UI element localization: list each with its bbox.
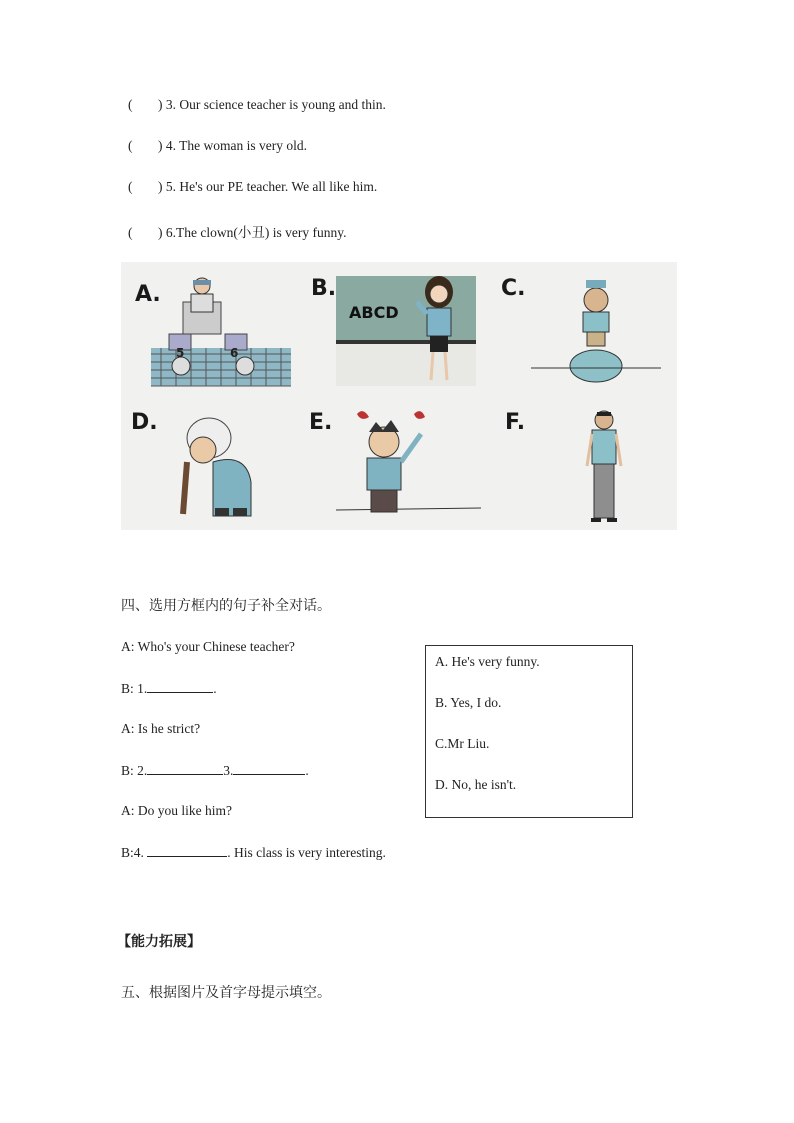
lane-number: 5	[176, 346, 185, 360]
picture-a-pe-teacher	[151, 278, 291, 386]
picture-label-a: A.	[135, 282, 161, 307]
picture-e-angry-man	[336, 411, 481, 512]
answer-blank-4[interactable]	[147, 844, 227, 857]
answer-blank-3[interactable]	[233, 762, 305, 775]
picture-f-young-man	[587, 411, 621, 522]
answer-blank-1[interactable]	[147, 680, 213, 693]
board-text: ABCD	[349, 303, 399, 322]
question-4: ( ) 4. The woman is very old.	[128, 138, 307, 153]
picture-label-c: C.	[501, 276, 526, 301]
picture-c-clown	[531, 280, 661, 382]
question-3: ( ) 3. Our science teacher is young and thin.	[128, 97, 386, 112]
option-d: D. No, he isn't.	[435, 777, 517, 792]
question-text: 4. The woman is very old.	[165, 138, 307, 153]
picture-illustrations	[121, 262, 677, 530]
dialog-line-5: A: Do you like him?	[121, 803, 232, 818]
dialog-line-1: A: Who's your Chinese teacher?	[121, 639, 295, 654]
question-text: 5. He's our PE teacher. We all like him.	[165, 179, 378, 194]
picture-label-f: F.	[505, 410, 526, 435]
answer-blank-2[interactable]	[147, 762, 223, 775]
question-text: 6.The clown(小丑) is very funny.	[165, 225, 347, 240]
answer-bracket-open[interactable]: (	[128, 97, 133, 112]
dialog-line-4: B: 2. 3. .	[121, 763, 309, 778]
option-b: B. Yes, I do.	[435, 695, 502, 710]
picture-b-teacher	[336, 276, 476, 386]
picture-label-d: D.	[131, 410, 158, 435]
question-6: ( ) 6.The clown(小丑) is very funny.	[128, 225, 347, 240]
lane-number: 6	[230, 346, 239, 360]
picture-label-b: B.	[311, 276, 337, 301]
section-4-title: 四、选用方框内的句子补全对话。	[121, 598, 331, 614]
answer-bracket-open[interactable]: (	[128, 179, 133, 194]
dialog-line-2: B: 1. .	[121, 681, 217, 696]
dialog-line-6: B:4. . His class is very interesting.	[121, 845, 386, 860]
answer-bracket-open[interactable]: (	[128, 138, 133, 153]
picture-label-e: E.	[309, 410, 333, 435]
picture-d-old-woman	[183, 418, 251, 516]
options-box	[425, 645, 633, 818]
dialog-line-3: A: Is he strict?	[121, 721, 201, 736]
picture-options-panel	[121, 262, 677, 530]
option-c: C.Mr Liu.	[435, 736, 490, 751]
question-5: ( ) 5. He's our PE teacher. We all like him.	[128, 179, 378, 194]
answer-bracket-open[interactable]: (	[128, 225, 133, 240]
section-5-title: 五、根据图片及首字母提示填空。	[121, 985, 331, 1001]
question-text: 3. Our science teacher is young and thin.	[165, 97, 386, 112]
extension-title: 【能力拓展】	[117, 934, 201, 950]
option-a: A. He's very funny.	[435, 654, 540, 669]
